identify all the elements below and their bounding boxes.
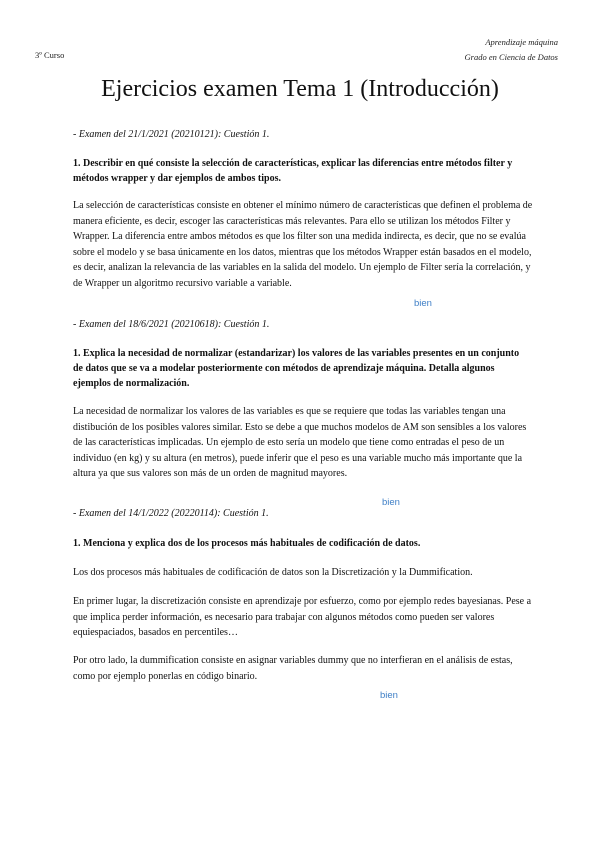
- course-label: 3º Curso: [35, 50, 65, 60]
- question-1: 1. Describir en qué consiste la selección de características, explicar las diferencias entre métodos filter y métodos wrapper y dar ejemplos de ambos tipos.: [73, 158, 513, 184]
- grader-note-3: bien: [380, 690, 398, 701]
- degree-label: Grado en Ciencia de Datos: [464, 52, 558, 62]
- page-title: Ejercicios examen Tema 1 (Introducción): [101, 76, 499, 102]
- answer-3-paragraph-3: Por otro lado, la dummification consiste en asignar variables dummy que no interfieran en el análisis de estas, como por ejemplo ponerlas en código binario.: [73, 655, 513, 682]
- answer-3-paragraph-1: Los dos procesos más habituales de codificación de datos son la Discretización y la Dummification.: [73, 567, 473, 578]
- exam-reference-2: - Examen del 18/6/2021 (20210618): Cuestión 1.: [73, 319, 270, 330]
- answer-3-paragraph-2: En primer lugar, la discretización consiste en aprendizaje por esfuerzo, como por ejemplo redes bayesianas. Pese a que implica perder información, es necesario para trabajar con algunos métodos como pueden ser valores equiespaciados, basados en percentiles…: [73, 596, 532, 638]
- exam-reference-1: - Examen del 21/1/2021 (20210121): Cuestión 1.: [73, 129, 270, 140]
- grader-note-1: bien: [414, 298, 432, 309]
- question-3: 1. Menciona y explica dos de los procesos más habituales de codificación de datos.: [73, 538, 421, 549]
- exam-reference-3: - Examen del 14/1/2022 (20220114): Cuestión 1.: [73, 508, 269, 519]
- answer-2-paragraph: La necesidad de normalizar los valores de las variables es que se requiere que todas las variables tengan una distibución de los posibles valores similar. Esto se debe a que muchos modelos de AM son sensibles a los valores de las características implicadas. Un ejemplo de esto sería un modelo que tiene como entradas el peso de un individuo (en kg) y su altura (en metros), puede inferir que el peso es una variable mucho más importante que la altura ya que sus valores son más de un orden de magnitud mayores.: [73, 406, 527, 479]
- subject-label: Aprendizaje máquina: [485, 37, 558, 47]
- answer-1-paragraph: La selección de características consiste en obtener el mínimo número de características que definen el problema de manera eficiente, es decir, escoger las características más relevantes. Para ello se utilizan los métodos Filter y Wrapper. La diferencia entre ambos métodos es que los filter son una medida indirecta, es decir, que no se evalúa sobre el modelo y se basa únicamente en los datos, mientras que los métodos Wrapper están basados en el modelo, es decir, analizan la relevancia de las variables en la salida del modelo. Un ejemplo de Filter sería la correlación, y de Wrapper un algoritmo recursivo variable a variable.: [73, 200, 533, 289]
- grader-note-2: bien: [382, 497, 400, 508]
- page-header-right: [465, 35, 559, 65]
- question-2: 1. Explica la necesidad de normalizar (estandarizar) los valores de las variables presentes en un conjunto de datos que se va a modelar posteriormente con métodos de aprendizaje máquina. Detalla algunos ejemplos de normalización.: [73, 348, 520, 389]
